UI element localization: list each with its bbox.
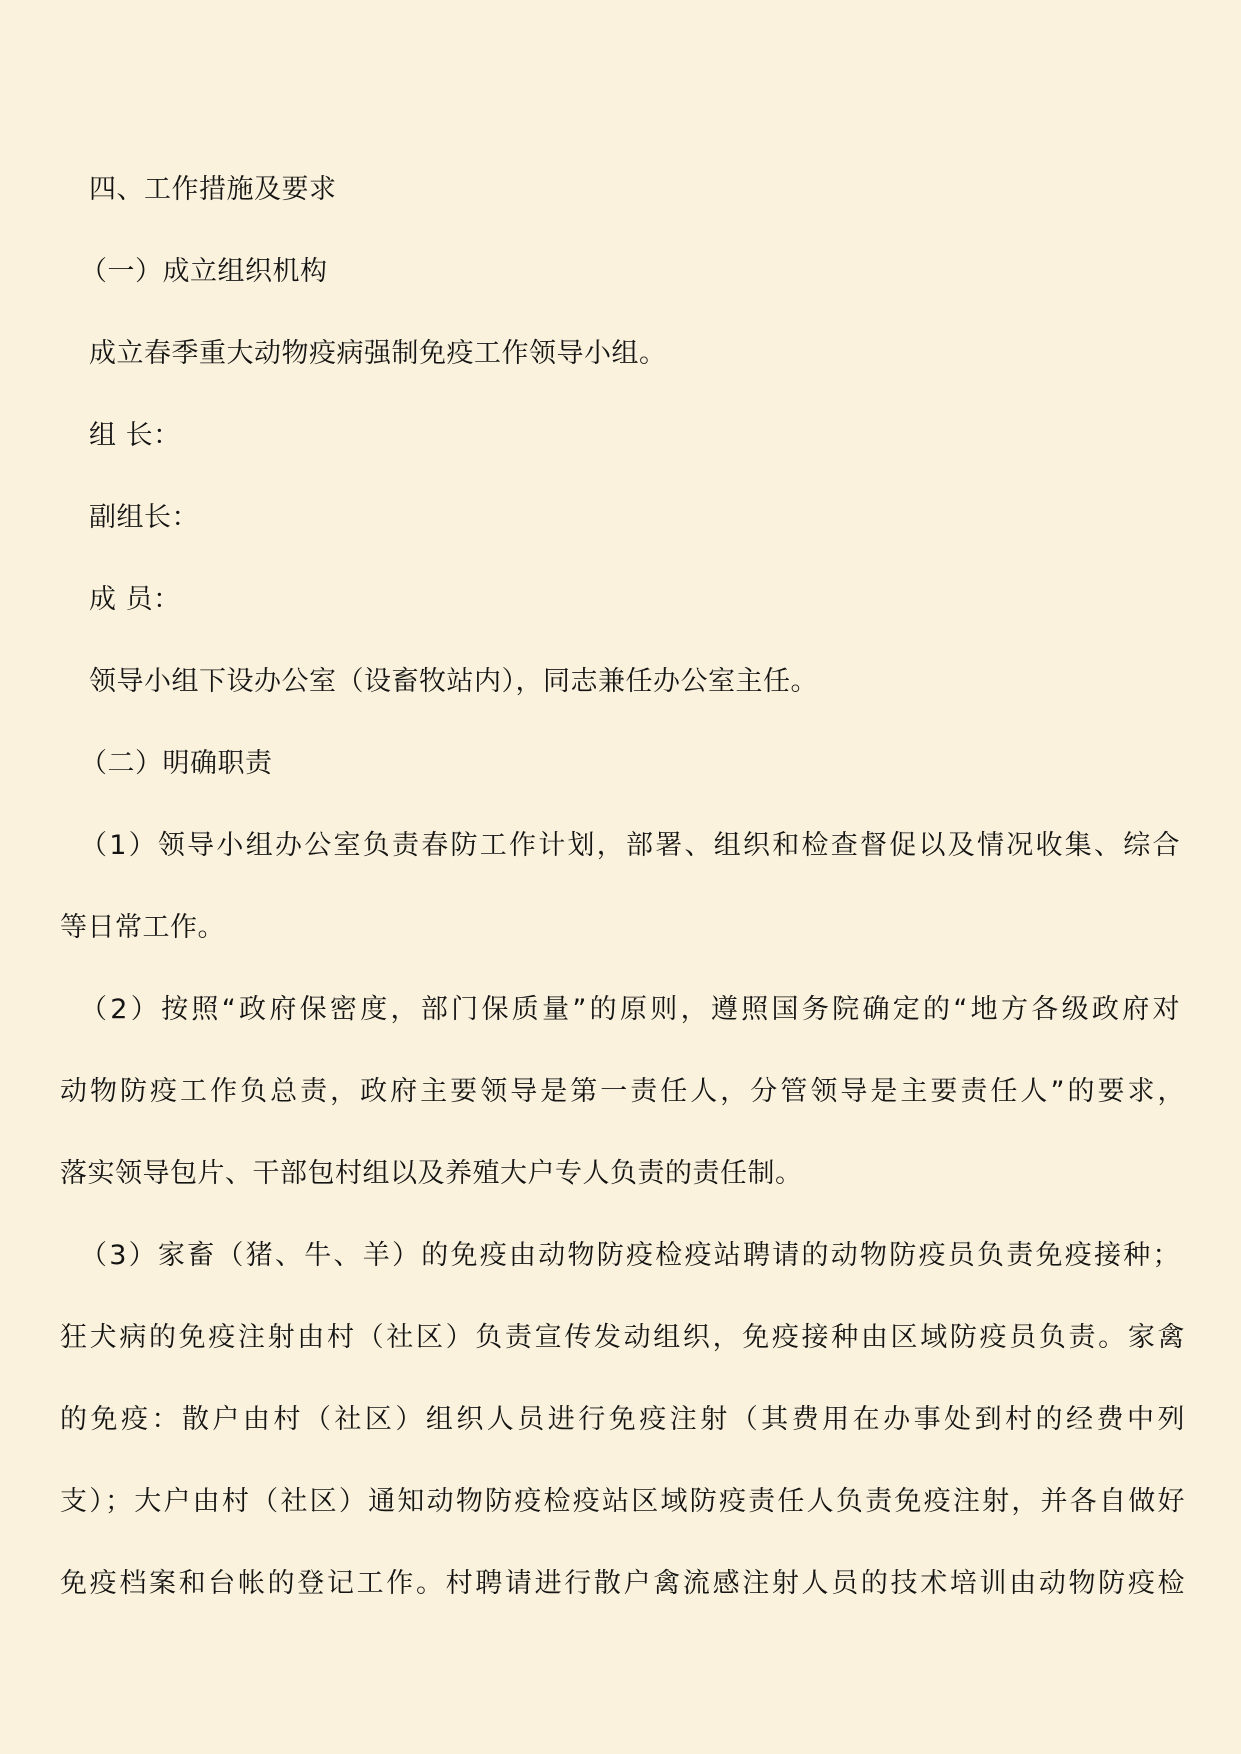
- deputy-leader-label: 副组长：: [89, 502, 199, 533]
- section-heading: 四、工作措施及要求: [89, 174, 337, 205]
- paragraph-line: 狂犬病的免疫注射由村（社区）负责宣传发动组织，免疫接种由区域防疫员负责。家禽: [60, 1322, 1185, 1353]
- paragraph-line: （1）领导小组办公室负责春防工作计划，部署、组织和检查督促以及情况收集、综合: [80, 830, 1180, 861]
- subsection-heading: （一）成立组织机构: [80, 256, 328, 287]
- members-label: 成 员：: [89, 584, 181, 615]
- paragraph-line: 落实领导包片、干部包村组以及养殖大户专人负责的责任制。: [60, 1158, 803, 1189]
- group-leader-label: 组 长：: [89, 420, 181, 451]
- paragraph-line: 成立春季重大动物疫病强制免疫工作领导小组。: [89, 338, 667, 369]
- paragraph-line: 领导小组下设办公室（设畜牧站内），同志兼任办公室主任。: [89, 666, 818, 697]
- paragraph-line: 免疫档案和台帐的登记工作。村聘请进行散户禽流感注射人员的技术培训由动物防疫检: [60, 1568, 1185, 1599]
- subsection-heading: （二）明确职责: [80, 748, 273, 779]
- paragraph-line: 支）；大户由村（社区）通知动物防疫检疫站区域防疫责任人负责免疫注射，并各自做好: [60, 1486, 1185, 1517]
- paragraph-line: （3）家畜（猪、牛、羊）的免疫由动物防疫检疫站聘请的动物防疫员负责免疫接种；: [80, 1240, 1180, 1271]
- paragraph-line: 的免疫：散户由村（社区）组织人员进行免疫注射（其费用在办事处到村的经费中列: [60, 1404, 1185, 1435]
- paragraph-line: 等日常工作。: [60, 912, 225, 943]
- paragraph-line: 动物防疫工作负总责，政府主要领导是第一责任人，分管领导是主要责任人”的要求，: [60, 1076, 1185, 1107]
- paragraph-line: （2）按照“政府保密度，部门保质量”的原则，遵照国务院确定的“地方各级政府对: [80, 994, 1180, 1025]
